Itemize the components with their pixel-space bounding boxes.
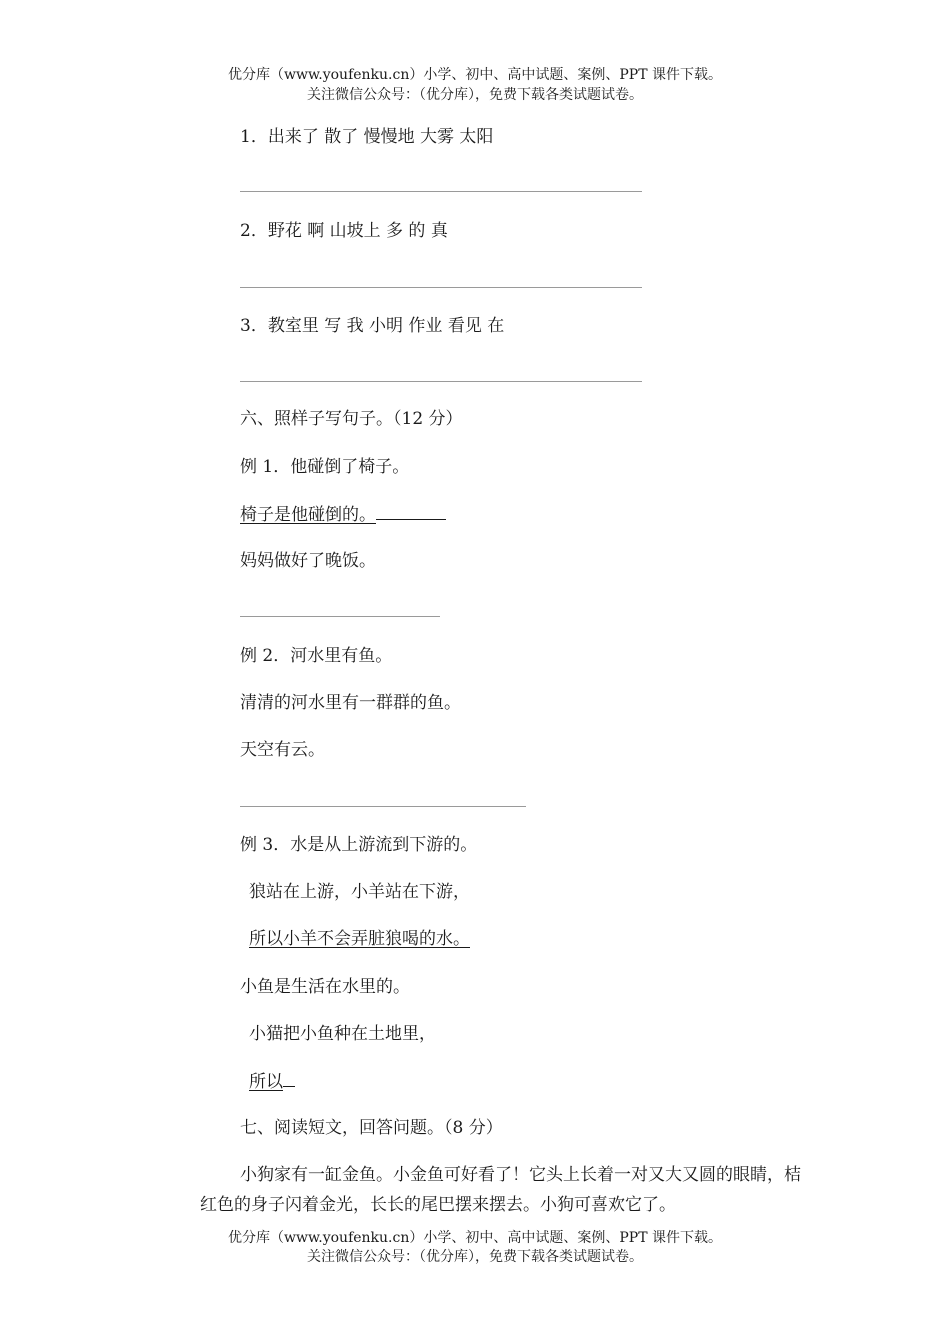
answer-blank-1[interactable] (240, 191, 642, 192)
example3-label: 例 3．水是从上游流到下游的。 (240, 835, 478, 855)
header-line-2: 关注微信公众号：（优分库），免费下载各类试题试卷。 (307, 87, 643, 103)
example3-line-1: 狼站在上游，小羊站在下游， (249, 882, 470, 902)
answer-blank-3[interactable] (240, 381, 642, 382)
reorder-item-1: 1．出来了 散了 慢慢地 大雾 太阳 (240, 127, 494, 147)
example2-answer: 清清的河水里有一群群的鱼。 (240, 693, 461, 713)
example1-label: 例 1．他碰倒了椅子。 (240, 457, 410, 477)
example1-answer-text: 椅子是他碰倒的。 (240, 505, 376, 525)
footer-line-2: 关注微信公众号：（优分库），免费下载各类试题试卷。 (307, 1249, 643, 1265)
example2-label: 例 2．河水里有鱼。 (240, 646, 393, 666)
reorder-item-2: 2．野花 啊 山坡上 多 的 真 (240, 221, 448, 241)
answer-blank-4[interactable] (240, 616, 440, 617)
reorder-item-3: 3．教室里 写 我 小明 作业 看见 在 (240, 316, 505, 336)
example1-answer (240, 503, 446, 526)
example3-line-2-text: 所以小羊不会弄脏狼喝的水。 (249, 929, 470, 949)
example3-task: 小鱼是生活在水里的。 (240, 977, 410, 997)
example1-underline (376, 503, 446, 520)
section7-title: 七、阅读短文，回答问题。（8 分） (240, 1118, 503, 1138)
example3-task-line-2-text: 所以 (249, 1072, 283, 1092)
answer-blank-5[interactable] (240, 806, 526, 807)
reading-paragraph: 小狗家有一缸金鱼。小金鱼可好看了！它头上长着一对又大又圆的眼睛，桔红色的身子闪着金光，长长的尾巴摆来摆去。小狗可喜欢它了。 (200, 1165, 801, 1215)
example3-task-line-2[interactable] (249, 1070, 295, 1093)
example2-task: 天空有云。 (240, 740, 325, 760)
example1-task: 妈妈做好了晚饭。 (240, 551, 376, 571)
section6-title: 六、照样子写句子。（12 分） (240, 409, 463, 429)
footer-line-1: 优分库（www.youfenku.cn）小学、初中、高中试题、案例、PPT 课件下载。 (227, 1230, 722, 1246)
example3-task-line-1: 小猫把小鱼种在土地里， (249, 1024, 436, 1044)
answer-blank-2[interactable] (240, 287, 642, 288)
example3-task-underline (283, 1070, 295, 1087)
header-line-1: 优分库（www.youfenku.cn）小学、初中、高中试题、案例、PPT 课件下载。 (227, 67, 722, 83)
example3-line-2 (249, 928, 470, 950)
